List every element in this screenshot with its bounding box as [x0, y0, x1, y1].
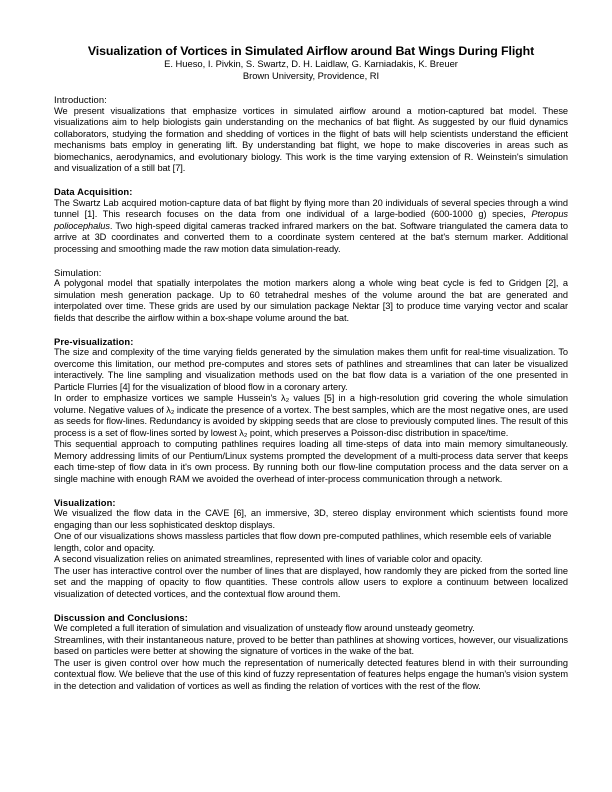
section-data-acquisition [54, 186, 568, 255]
discussion-paragraph-2: Streamlines, with their instantaneous nature, proved to be better than pathlines at showing vortices, however, our visualizations based on particles were better at showing the signature of vortices in the wake of the bat. [54, 634, 568, 656]
paper-page [54, 44, 568, 692]
section-introduction [54, 94, 568, 175]
section-heading-simulation: Simulation: [54, 266, 102, 278]
visualization-paragraph-4: The user has interactive control over the number of lines that are displayed, how randomly they are picked from the sorted line set and the mapping of opacity to flow quantities. These controls allow users to explore a continuum between localized visualization of detected vortices, and the contextual flow around them. [54, 565, 568, 599]
section-simulation [54, 267, 568, 325]
species-name: Pteropus poliocephalus [54, 209, 568, 231]
introduction-paragraph: We present visualizations that emphasize vortices in simulated airflow around a motion-captured bat model. These visualizations aim to help biologists gain understanding on the mechanics of bat flight. As suggested by our fluid dynamics collaborators, studying the formation and shedding of vortices in the flight of bats will help scientists understand the efficient mechanisms bats employ in generating lift. By understanding bat flight, we hope to make discoveries in areas such as biomechanics, aerodynamics, and evolutionary biology. This work is the time varying extension of R. Weinstein's simulation and visualization of a still bat [7]. [54, 105, 568, 173]
section-heading-visualization: Visualization: [54, 496, 116, 508]
section-heading-discussion: Discussion and Conclusions: [54, 611, 188, 623]
paper-header [54, 44, 568, 81]
data-acquisition-text-before: The Swartz Lab acquired motion-capture data of bat flight by flying more than 20 individuals of several species through a wind tunnel [1]. This research focuses on the data from one individual of a large-bodied (600-1000 g) species, [54, 197, 568, 219]
visualization-paragraph-2: One of our visualizations shows massless particles that flow down pre-computed pathlines, which resemble eels of variable length, color and opacity. [54, 531, 552, 553]
visualization-paragraph-3: A second visualization relies on animated streamlines, represented with lines of variable color and opacity. [54, 554, 483, 564]
section-visualization [54, 497, 568, 601]
pre-visualization-paragraph-2: In order to emphasize vortices we sample Hussein's λ₂ values [5] in a high-resolution grid covering the whole simulation volume. Negative values of λ₂ indicate the presence of a vortex. The best samples, which are the most negative ones, are used as seeds for flow-lines. Redundancy is avoided by skipping seeds that are close to previously computed lines. The result of this process is a set of flow-lines sorted by lowest λ₂ point, which preserves a Poisson-disc distribution in space/time. [54, 393, 568, 438]
author-list: E. Hueso, I. Pivkin, S. Swartz, D. H. Laidlaw, G. Karniadakis, K. Breuer [164, 58, 458, 69]
discussion-paragraph-1: We completed a full iteration of simulation and visualization of unsteady flow around unsteady geometry. [54, 623, 475, 633]
section-heading-introduction: Introduction: [54, 94, 107, 105]
section-discussion [54, 612, 568, 693]
simulation-paragraph: A polygonal model that spatially interpolates the motion markers along a whole wing beat cycle is fed to Gridgen [2], a simulation mesh generation package. Up to 60 tetrahedral meshes of the volume around the bat are generated and interpolated over time. These grids are used by our simulation package Nektar [3] to produce time varying vector and scalar fields that describe the airflow within a box-shape volume around the bat. [54, 278, 568, 323]
pre-visualization-paragraph-3: This sequential approach to computing pathlines requires loading all time-steps of data into main memory simultaneously. Memory addressing limits of our Pentium/Linux systems prompted the development of a multi-process data server that keeps each time-step of flow data in it's own process. By running both our flow-line computation process and the data server on a single machine with enough RAM we avoided the overhead of inter-process communication through a network. [54, 439, 568, 484]
section-heading-pre-visualization: Pre-visualization: [54, 335, 134, 347]
discussion-paragraph-3: The user is given control over how much the representation of numerically detected features blend in with their surrounding contextual flow. We believe that the use of this kind of fuzzy representation of features helps engage the human's vision system in the detection and validation of vortices as well as finding the relation of vortices with the rest of the flow. [54, 657, 569, 691]
pre-visualization-paragraph-1: The size and complexity of the time varying fields generated by the simulation makes them unfit for real-time visualization. To overcome this limitation, our method pre-computes and stores sets of pathlines and streamlines that can later be visualized interactively. The line sampling and visualization methods used on the bat flow data is a variation of the one presented in Particle Flurries [4] for the visualization of blood flow in a coronary artery. [54, 347, 568, 392]
section-pre-visualization [54, 336, 568, 486]
paper-title: Visualization of Vortices in Simulated Airflow around Bat Wings During Flight [87, 44, 535, 58]
data-acquisition-paragraph [54, 198, 568, 256]
section-heading-data-acquisition: Data Acquisition: [54, 186, 133, 197]
affiliation: Brown University, Providence, RI [242, 69, 380, 81]
data-acquisition-text-after: . Two high-speed digital cameras tracked infrared markers on the bat. Software triangulated the camera data to arrive at 3D coordinates and converted them to a coordinate system centered at the bat's sternum marker. Additional processing and smoothing made the raw motion data simulation-ready. [54, 220, 568, 254]
visualization-paragraph-1: We visualized the flow data in the CAVE [6], an immersive, 3D, stereo display environment which scientists found more engaging than our less sophisticated desktop displays. [54, 508, 568, 530]
